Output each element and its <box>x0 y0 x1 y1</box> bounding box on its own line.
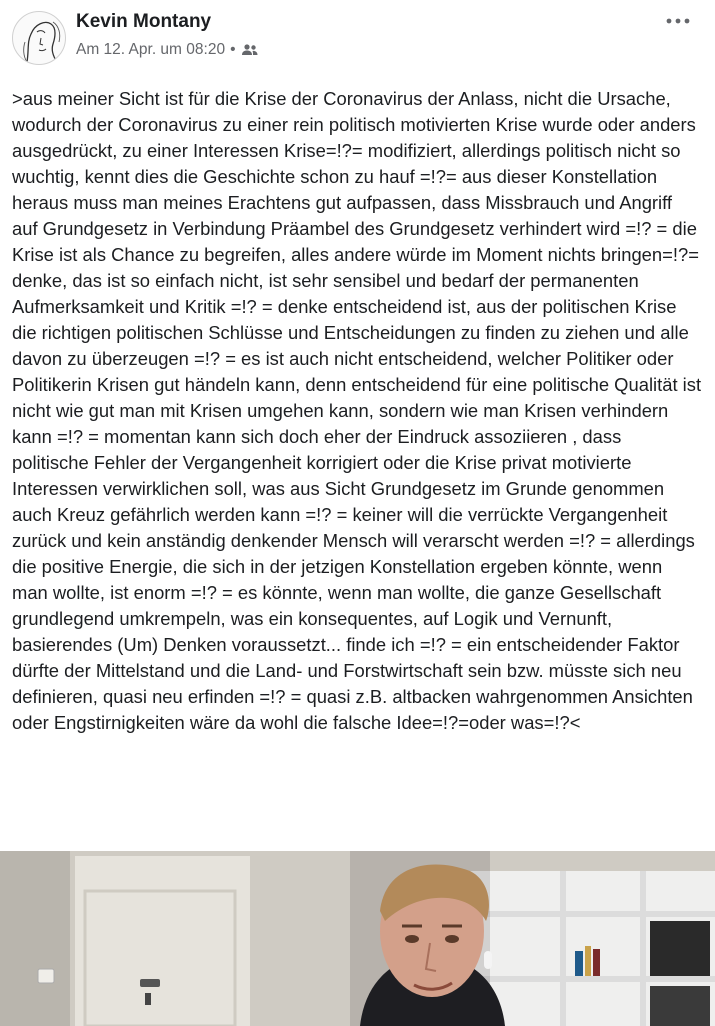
meta-separator: • <box>230 41 236 58</box>
author-name[interactable]: Kevin Montany <box>76 11 212 32</box>
post-header <box>0 0 715 76</box>
post-meta <box>76 41 259 59</box>
more-horizontal-icon <box>666 18 690 24</box>
post-timestamp[interactable]: Am 12. Apr. um 08:20 <box>76 41 226 58</box>
avatar-sketch-icon <box>13 12 66 65</box>
post-text: >aus meiner Sicht ist für die Krise der Coronavirus der Anlass, nicht die Ursache, wodurch der Coronavirus zu einer rein politisch motivierten Krise wurde oder anders ausgedrückt, zu einer Interessen Krise=!?= modifiziert, allerdings politisch nicht so wuchtig, kennt dies die Geschichte schon zu hauf =!?= aus dieser Konstellation heraus muss man meines Erachtens gut aufpassen, dass Missbrauch und Angriff auf Grundgesetz in Verbindung Präambel des Grundgesetz verhindert wird =!? = die Krise ist als Chance zu begreifen, alles andere würde im Moment nichts bringen=!?= denke, das ist so einfach nicht, ist sehr sensibel und bedarf der permanenten Aufmerksamkeit und Kritik =!? = denke entscheidend ist, aus der politischen Krise die richtigen politischen Schlüsse und Entscheidungen zu finden zu ziehen und alle davon zu überzeugen =!? = es ist auch nicht entscheidend, welcher Politiker oder Politikerin Krisen gut händeln kann, denn entscheidend für eine politische Qualität ist nicht wie gut man mit Krisen umgehen kann, sondern wie man Krisen verhindern kann =!? = momentan kann sich doch eher der Eindruck assoziieren , dass politische Fehler der Vergangenheit korrigiert oder die Krise privat motivierte Interessen verwirklichen soll, was aus Sicht Grundgesetz im Grunde genommen auch Kreuz gefährlich werden kann =!? = keiner will die verrückte Vergangenheit zurück und kein anständig denkender Mensch will verarscht werden =!? = allerdings die positive Energie, die sich in der jetzigen Konstellation ergeben könnte, wenn man wollte, ist enorm =!? = es könnte, wenn man wollte, die ganze Gesellschaft grundlegend umkrempeln, was ein konsequentes, auf Logik und Vernunft, basierendes (Um) Denken voraussetzt... finde ich =!? = ein entscheidender Faktor dürfte der Mittelstand und die Land- und Forstwirtschaft sein bzw. müsste sich neu definieren, quasi neu erfinden =!? = quasi z.B. altbacken wahrgenommen Ansichten oder Engstirnigkeiten wäre da wohl die falsche Idee=!?=oder was=!?< <box>12 88 702 733</box>
post-photo[interactable] <box>0 851 715 1026</box>
more-options-button[interactable] <box>662 10 694 32</box>
friends-icon[interactable] <box>241 43 259 57</box>
avatar[interactable] <box>12 11 66 65</box>
